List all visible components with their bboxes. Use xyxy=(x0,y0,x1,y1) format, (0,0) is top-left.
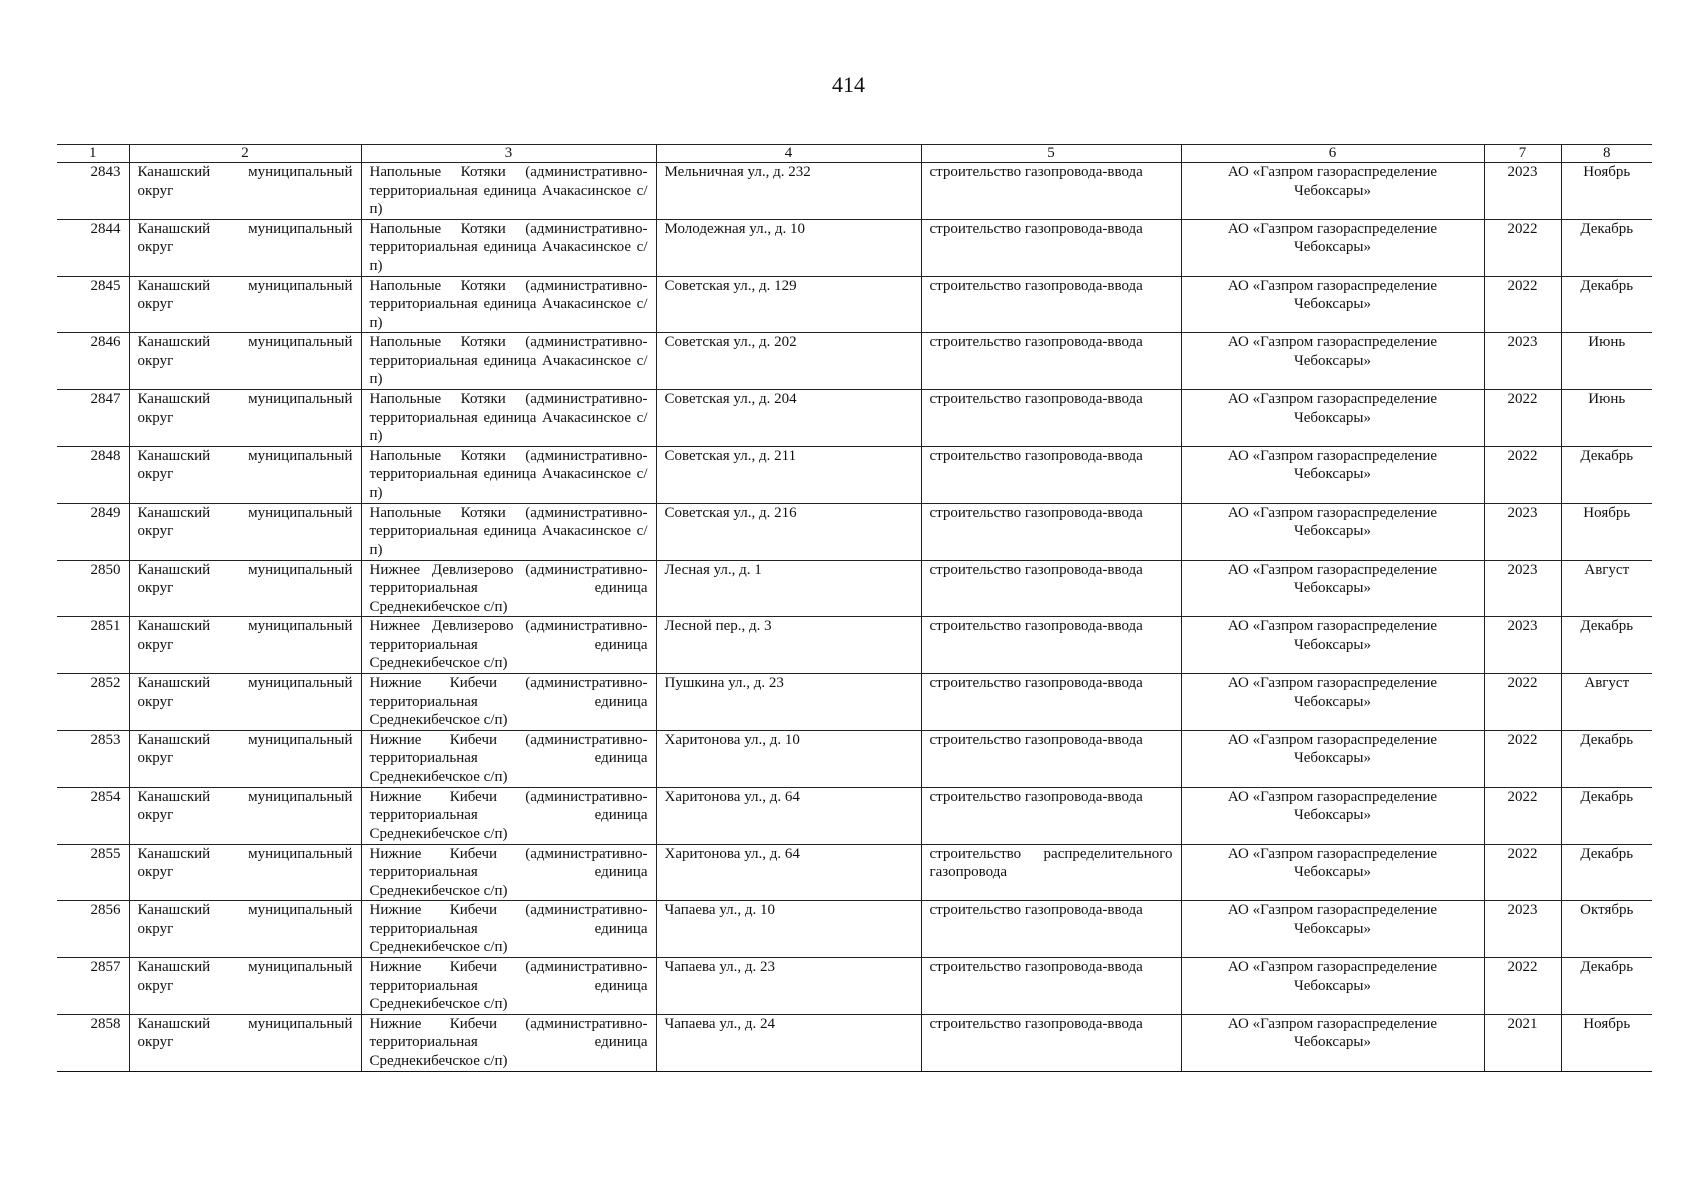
settlement-cell: Напольные Котяки (административно-территориальная единица Ачакасинское с/п) xyxy=(361,163,656,220)
table-row xyxy=(57,163,1652,220)
month-cell: Август xyxy=(1561,560,1652,617)
address-cell: Лесная ул., д. 1 xyxy=(656,560,921,617)
work-type-cell: строительство газопровода-ввода xyxy=(921,503,1181,560)
row-number-cell: 2847 xyxy=(57,390,129,447)
district-cell: Канашский муниципальный округ xyxy=(129,446,361,503)
table-row xyxy=(57,390,1652,447)
table-row xyxy=(57,730,1652,787)
work-type-cell: строительство газопровода-ввода xyxy=(921,276,1181,333)
organization-cell: АО «Газпром газораспределение Чебоксары» xyxy=(1181,1014,1484,1071)
month-cell: Ноябрь xyxy=(1561,1014,1652,1071)
row-number-cell: 2848 xyxy=(57,446,129,503)
work-type-cell: строительство газопровода-ввода xyxy=(921,446,1181,503)
settlement-cell: Напольные Котяки (административно-территориальная единица Ачакасинское с/п) xyxy=(361,333,656,390)
row-number-cell: 2855 xyxy=(57,844,129,901)
settlement-cell: Нижние Кибечи (административно-территориальная единица Среднекибечское с/п) xyxy=(361,730,656,787)
address-cell: Советская ул., д. 129 xyxy=(656,276,921,333)
year-cell: 2023 xyxy=(1484,333,1561,390)
row-number-cell: 2843 xyxy=(57,163,129,220)
column-header: 3 xyxy=(361,145,656,163)
row-number-cell: 2845 xyxy=(57,276,129,333)
address-cell: Лесной пер., д. 3 xyxy=(656,617,921,674)
address-cell: Чапаева ул., д. 23 xyxy=(656,958,921,1015)
organization-cell: АО «Газпром газораспределение Чебоксары» xyxy=(1181,844,1484,901)
settlement-cell: Напольные Котяки (административно-территориальная единица Ачакасинское с/п) xyxy=(361,503,656,560)
month-cell: Декабрь xyxy=(1561,958,1652,1015)
district-cell: Канашский муниципальный округ xyxy=(129,844,361,901)
work-type-cell: строительство газопровода-ввода xyxy=(921,730,1181,787)
year-cell: 2022 xyxy=(1484,844,1561,901)
row-number-cell: 2856 xyxy=(57,901,129,958)
organization-cell: АО «Газпром газораспределение Чебоксары» xyxy=(1181,958,1484,1015)
address-cell: Советская ул., д. 204 xyxy=(656,390,921,447)
year-cell: 2022 xyxy=(1484,276,1561,333)
address-cell: Харитонова ул., д. 10 xyxy=(656,730,921,787)
month-cell: Декабрь xyxy=(1561,730,1652,787)
settlement-cell: Нижнее Девлизерово (административно-территориальная единица Среднекибечское с/п) xyxy=(361,560,656,617)
organization-cell: АО «Газпром газораспределение Чебоксары» xyxy=(1181,276,1484,333)
organization-cell: АО «Газпром газораспределение Чебоксары» xyxy=(1181,674,1484,731)
month-cell: Октябрь xyxy=(1561,901,1652,958)
month-cell: Декабрь xyxy=(1561,844,1652,901)
address-cell: Харитонова ул., д. 64 xyxy=(656,787,921,844)
address-cell: Мельничная ул., д. 232 xyxy=(656,163,921,220)
address-cell: Советская ул., д. 216 xyxy=(656,503,921,560)
table-row xyxy=(57,446,1652,503)
year-cell: 2022 xyxy=(1484,958,1561,1015)
month-cell: Ноябрь xyxy=(1561,163,1652,220)
work-type-cell: строительство газопровода-ввода xyxy=(921,1014,1181,1071)
district-cell: Канашский муниципальный округ xyxy=(129,730,361,787)
column-header: 7 xyxy=(1484,145,1561,163)
settlement-cell: Нижние Кибечи (административно-территориальная единица Среднекибечское с/п) xyxy=(361,787,656,844)
organization-cell: АО «Газпром газораспределение Чебоксары» xyxy=(1181,617,1484,674)
settlement-cell: Напольные Котяки (административно-территориальная единица Ачакасинское с/п) xyxy=(361,276,656,333)
table-row xyxy=(57,787,1652,844)
organization-cell: АО «Газпром газораспределение Чебоксары» xyxy=(1181,730,1484,787)
month-cell: Июнь xyxy=(1561,390,1652,447)
district-cell: Канашский муниципальный округ xyxy=(129,390,361,447)
row-number-cell: 2854 xyxy=(57,787,129,844)
work-type-cell: строительство газопровода-ввода xyxy=(921,219,1181,276)
row-number-cell: 2852 xyxy=(57,674,129,731)
table-row xyxy=(57,219,1652,276)
work-type-cell: строительство распределительного газопровода xyxy=(921,844,1181,901)
month-cell: Ноябрь xyxy=(1561,503,1652,560)
district-cell: Канашский муниципальный округ xyxy=(129,163,361,220)
header-row xyxy=(57,145,1652,163)
column-header: 4 xyxy=(656,145,921,163)
table-row xyxy=(57,333,1652,390)
settlement-cell: Напольные Котяки (административно-территориальная единица Ачакасинское с/п) xyxy=(361,219,656,276)
column-header: 2 xyxy=(129,145,361,163)
work-type-cell: строительство газопровода-ввода xyxy=(921,560,1181,617)
settlement-cell: Нижнее Девлизерово (административно-территориальная единица Среднекибечское с/п) xyxy=(361,617,656,674)
table-row xyxy=(57,901,1652,958)
month-cell: Июнь xyxy=(1561,333,1652,390)
district-cell: Канашский муниципальный округ xyxy=(129,787,361,844)
address-cell: Чапаева ул., д. 24 xyxy=(656,1014,921,1071)
row-number-cell: 2850 xyxy=(57,560,129,617)
settlement-cell: Нижние Кибечи (административно-территориальная единица Среднекибечское с/п) xyxy=(361,844,656,901)
work-type-cell: строительство газопровода-ввода xyxy=(921,674,1181,731)
organization-cell: АО «Газпром газораспределение Чебоксары» xyxy=(1181,787,1484,844)
table-row xyxy=(57,617,1652,674)
settlement-cell: Нижние Кибечи (административно-территориальная единица Среднекибечское с/п) xyxy=(361,901,656,958)
settlement-cell: Нижние Кибечи (административно-территориальная единица Среднекибечское с/п) xyxy=(361,674,656,731)
district-cell: Канашский муниципальный округ xyxy=(129,503,361,560)
district-cell: Канашский муниципальный округ xyxy=(129,276,361,333)
work-type-cell: строительство газопровода-ввода xyxy=(921,390,1181,447)
organization-cell: АО «Газпром газораспределение Чебоксары» xyxy=(1181,503,1484,560)
column-header: 6 xyxy=(1181,145,1484,163)
work-type-cell: строительство газопровода-ввода xyxy=(921,958,1181,1015)
organization-cell: АО «Газпром газораспределение Чебоксары» xyxy=(1181,560,1484,617)
table-row xyxy=(57,674,1652,731)
year-cell: 2022 xyxy=(1484,787,1561,844)
page-number: 414 xyxy=(832,72,865,97)
table-row xyxy=(57,276,1652,333)
month-cell: Декабрь xyxy=(1561,617,1652,674)
row-number-cell: 2844 xyxy=(57,219,129,276)
work-type-cell: строительство газопровода-ввода xyxy=(921,617,1181,674)
district-cell: Канашский муниципальный округ xyxy=(129,958,361,1015)
organization-cell: АО «Газпром газораспределение Чебоксары» xyxy=(1181,446,1484,503)
year-cell: 2023 xyxy=(1484,901,1561,958)
work-type-cell: строительство газопровода-ввода xyxy=(921,787,1181,844)
table-row xyxy=(57,958,1652,1015)
address-cell: Харитонова ул., д. 64 xyxy=(656,844,921,901)
address-cell: Пушкина ул., д. 23 xyxy=(656,674,921,731)
work-type-cell: строительство газопровода-ввода xyxy=(921,901,1181,958)
row-number-cell: 2849 xyxy=(57,503,129,560)
district-cell: Канашский муниципальный округ xyxy=(129,617,361,674)
row-number-cell: 2851 xyxy=(57,617,129,674)
work-type-cell: строительство газопровода-ввода xyxy=(921,333,1181,390)
district-cell: Канашский муниципальный округ xyxy=(129,219,361,276)
row-number-cell: 2853 xyxy=(57,730,129,787)
address-cell: Советская ул., д. 211 xyxy=(656,446,921,503)
address-cell: Молодежная ул., д. 10 xyxy=(656,219,921,276)
organization-cell: АО «Газпром газораспределение Чебоксары» xyxy=(1181,219,1484,276)
table-body xyxy=(57,163,1652,1072)
organization-cell: АО «Газпром газораспределение Чебоксары» xyxy=(1181,390,1484,447)
row-number-cell: 2857 xyxy=(57,958,129,1015)
organization-cell: АО «Газпром газораспределение Чебоксары» xyxy=(1181,333,1484,390)
district-cell: Канашский муниципальный округ xyxy=(129,1014,361,1071)
month-cell: Декабрь xyxy=(1561,219,1652,276)
settlement-cell: Нижние Кибечи (административно-территориальная единица Среднекибечское с/п) xyxy=(361,958,656,1015)
district-cell: Канашский муниципальный округ xyxy=(129,674,361,731)
table-row xyxy=(57,560,1652,617)
address-cell: Советская ул., д. 202 xyxy=(656,333,921,390)
gasification-table xyxy=(57,144,1652,1072)
district-cell: Канашский муниципальный округ xyxy=(129,901,361,958)
year-cell: 2023 xyxy=(1484,163,1561,220)
year-cell: 2022 xyxy=(1484,219,1561,276)
month-cell: Август xyxy=(1561,674,1652,731)
month-cell: Декабрь xyxy=(1561,446,1652,503)
month-cell: Декабрь xyxy=(1561,787,1652,844)
year-cell: 2022 xyxy=(1484,674,1561,731)
column-header: 1 xyxy=(57,145,129,163)
year-cell: 2023 xyxy=(1484,617,1561,674)
work-type-cell: строительство газопровода-ввода xyxy=(921,163,1181,220)
year-cell: 2022 xyxy=(1484,390,1561,447)
organization-cell: АО «Газпром газораспределение Чебоксары» xyxy=(1181,901,1484,958)
settlement-cell: Нижние Кибечи (административно-территориальная единица Среднекибечское с/п) xyxy=(361,1014,656,1071)
month-cell: Декабрь xyxy=(1561,276,1652,333)
district-cell: Канашский муниципальный округ xyxy=(129,333,361,390)
row-number-cell: 2858 xyxy=(57,1014,129,1071)
table-row xyxy=(57,1014,1652,1071)
year-cell: 2022 xyxy=(1484,446,1561,503)
year-cell: 2023 xyxy=(1484,503,1561,560)
year-cell: 2023 xyxy=(1484,560,1561,617)
settlement-cell: Напольные Котяки (административно-территориальная единица Ачакасинское с/п) xyxy=(361,390,656,447)
year-cell: 2021 xyxy=(1484,1014,1561,1071)
column-header: 5 xyxy=(921,145,1181,163)
table-row xyxy=(57,503,1652,560)
row-number-cell: 2846 xyxy=(57,333,129,390)
organization-cell: АО «Газпром газораспределение Чебоксары» xyxy=(1181,163,1484,220)
district-cell: Канашский муниципальный округ xyxy=(129,560,361,617)
year-cell: 2022 xyxy=(1484,730,1561,787)
settlement-cell: Напольные Котяки (административно-территориальная единица Ачакасинское с/п) xyxy=(361,446,656,503)
table-row xyxy=(57,844,1652,901)
address-cell: Чапаева ул., д. 10 xyxy=(656,901,921,958)
column-header: 8 xyxy=(1561,145,1652,163)
